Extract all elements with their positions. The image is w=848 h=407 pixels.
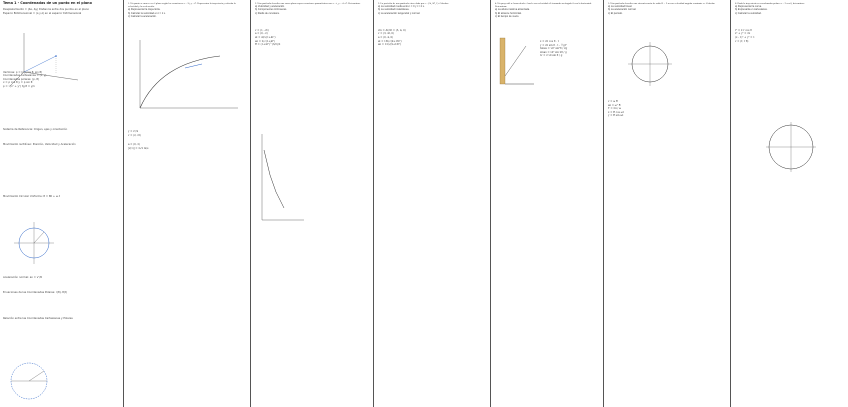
work-line: an = 2/√(1+4t²) xyxy=(255,39,276,43)
theory-line: ρ = √(x² + y²) tg θ = y/x xyxy=(3,84,35,88)
work-line: y = x²/4 xyxy=(128,130,138,133)
theory-line: Espacio Bidimensional = (x,y,z) en el espacio tridimensional xyxy=(3,11,82,15)
work-line: v = ω R xyxy=(608,100,618,103)
exercise-item: c) La aceleración tangencial y normal. xyxy=(378,11,421,15)
exercise-item: c) Calcular la velocidad. xyxy=(735,11,762,15)
work-line: a = (0, -2) xyxy=(255,32,268,36)
exercise-item: a) La velocidad lineal. xyxy=(608,5,633,9)
page-title: Tema 1 - Coordenadas de un punto en el plano xyxy=(3,1,92,5)
exercise-6-column xyxy=(732,0,848,407)
exercise-item: b) Expresarla en cartesianas. xyxy=(735,8,768,12)
work-line: x = v0 cos θ · t xyxy=(540,40,559,43)
work-line: at = 16t/√(9+16t²) xyxy=(378,39,402,43)
theory-section xyxy=(3,276,121,320)
work-line: x² + y² = 2x xyxy=(735,32,751,36)
exercise-item: a) La velocidad media entre t = 0 y t = 2 s. xyxy=(378,5,425,9)
theory-formulas xyxy=(3,71,121,88)
work-line: tv = 2 v0 sin θ / g xyxy=(540,54,563,58)
column-divider xyxy=(490,0,491,407)
work-line: v = (3, 4t, 0) xyxy=(378,32,395,36)
work-line: T = 2π / ω xyxy=(608,107,622,111)
velocity-sketch xyxy=(256,130,306,225)
exercise-item: c) Calcular la aceleración. xyxy=(128,14,157,18)
theory-line: Coordenadas cartesianas = (x, y) xyxy=(3,74,47,78)
column-divider xyxy=(123,0,124,407)
theory-line: Aceleración normal: an = v²/R xyxy=(3,276,43,279)
exercise-item: a) Representar la trayectoria. xyxy=(128,8,161,12)
work-line: y = R sin ωt xyxy=(608,114,624,118)
theory-line: Sistema de Referencia: Origen, ejes y orientación xyxy=(3,128,68,131)
exercise-4-work xyxy=(540,40,600,58)
work-line: an = ω² R xyxy=(608,103,621,107)
exercise-1-work xyxy=(128,130,248,150)
column-divider xyxy=(603,0,604,407)
circle-diagram xyxy=(14,222,54,264)
theory-section xyxy=(3,195,121,198)
theory-line: Relación entre las Coordenadas Cartesianas y Polares xyxy=(3,316,73,320)
theory-section xyxy=(3,128,121,147)
work-line: a = (0, 4, 0) xyxy=(378,36,394,39)
unit-circle-diagram xyxy=(8,360,50,402)
work-line: R = (1+4t²)^(3/2)/2 xyxy=(255,43,281,47)
work-line: vm = Δr/Δt = (3, 4, 0) xyxy=(378,28,406,32)
exercise-3-column xyxy=(375,0,489,407)
theory-line: Movimiento Circular Uniforme: θ = θ0 + ω·t xyxy=(3,195,60,198)
exercise-statement: 5. Una partícula describe una circunferencia de radio R = 2 m con velocidad angular constante ω. Calcular: xyxy=(608,2,716,5)
exercise-item: b) Calcular la velocidad en t = 1 s. xyxy=(128,11,166,15)
work-line: v = (2, 2t) xyxy=(128,133,141,137)
column-divider xyxy=(250,0,251,407)
work-line: y = v0 sin θ · t - ½gt² xyxy=(540,43,567,47)
exercise-item: c) El periodo. xyxy=(608,11,623,15)
theory-line: Vectores: ρ = |ρ|·(cos θ, sin θ) xyxy=(3,71,43,74)
circle-motion-diagram xyxy=(626,40,674,88)
polar-curve-diagram xyxy=(764,120,818,174)
exercise-item: a) Representar la curva. xyxy=(735,5,762,9)
work-line: an = 12/√(9+16t²) xyxy=(378,43,402,47)
exercise-item: b) La velocidad instantánea. xyxy=(378,8,410,12)
exercise-item: a) La altura máxima alcanzada. xyxy=(495,8,530,12)
work-line: r² = 2 r cos θ xyxy=(735,28,752,32)
exercise-item: c) Radio de curvatura. xyxy=(255,11,280,15)
work-line: (x - 1)² + y² = 1 xyxy=(735,36,755,39)
exercise-statement: 3. La posición de una partícula viene dada por r = (3t, 2t², 1). Calcular: xyxy=(378,2,449,5)
column-divider xyxy=(730,0,731,407)
theory-line: x = ρ cos θ y = ρ sin θ xyxy=(3,81,33,85)
work-line: at = 4t/√(1+4t²) xyxy=(255,36,276,39)
work-line: v = (ṙ, r θ̇) xyxy=(735,39,749,43)
theory-line: Ecuaciones de las Coordenadas Polares: r(θ), θ(t) xyxy=(3,291,67,295)
theory-line: Desplazamiento = (Δx, Δy) Distancia entre dos puntos en el plano xyxy=(3,8,89,12)
work-line: |v(1)| = 2√2 m/s xyxy=(128,146,149,150)
exercise-item: b) Componentes intrínsecas. xyxy=(255,8,287,12)
exercise-5-work xyxy=(608,100,728,118)
exercise-statement: 1. Un punto se mueve en el plano según las ecuaciones x = 2t, y = t². Representar la trayectoria y calcular la velocidad y la aceleración. xyxy=(128,2,236,9)
exercise-item: b) La aceleración normal. xyxy=(608,8,637,12)
work-line: xmax = v0² sin 2θ / g xyxy=(540,50,567,54)
trajectory-plot xyxy=(130,38,240,118)
exercise-statement: 4. Un proyectil se lanza desde el suelo con velocidad v0 formando un ángulo θ con la horizontal. Determinar: xyxy=(495,2,592,9)
theory-line: Movimiento rectilíneo: Posición, Velocidad y Aceleración xyxy=(3,143,76,147)
exercise-item: b) El alcance horizontal. xyxy=(495,11,522,15)
wall-diagram xyxy=(496,36,536,88)
theory-line: Coordenadas polares: (ρ, θ) xyxy=(3,77,39,81)
exercise-item: c) El tiempo de vuelo. xyxy=(495,14,520,18)
work-line: a = (0, 2) xyxy=(128,143,140,147)
work-line: hmax = v0² sin²θ / 2g xyxy=(540,47,568,51)
work-line: x = R cos ωt xyxy=(608,110,624,114)
exercise-statement: 6. Dada la trayectoria en coordenadas polares r = 2 cos θ, determinar: xyxy=(735,2,805,5)
exercise-item: a) Velocidad y aceleración. xyxy=(255,5,285,9)
exercise-statement: 2. Una partícula describe una curva plana cuyas ecuaciones paramétricas son x = t, y = 4 - t². Determinar: xyxy=(255,2,361,5)
column-divider xyxy=(373,0,374,407)
work-line: v = (1, -2t) xyxy=(255,28,269,32)
